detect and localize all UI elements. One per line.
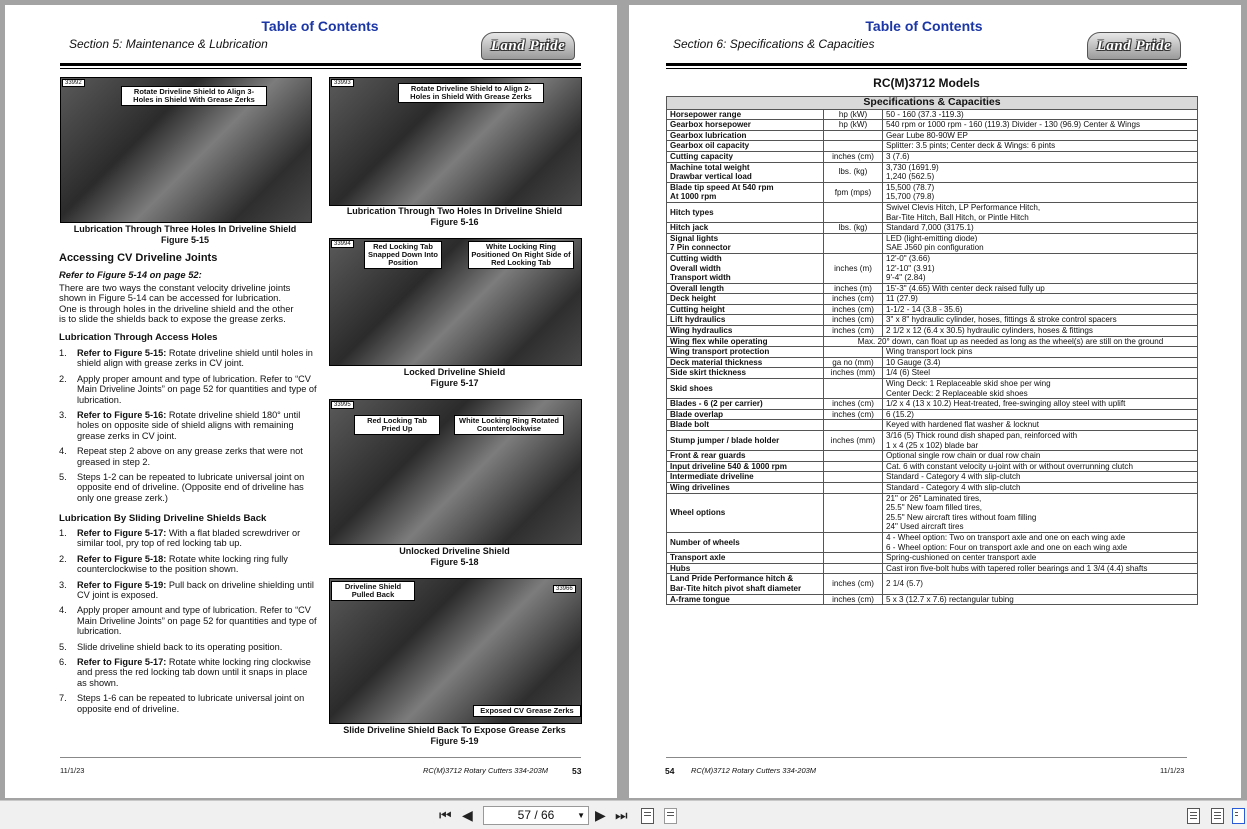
steps-sliding-shields [59, 528, 317, 719]
spec-value: 15,500 (78.7) 15,700 (79.8) [883, 182, 1198, 202]
spec-row [667, 493, 1198, 532]
spec-label: Cutting capacity [667, 151, 824, 162]
prev-page-button[interactable]: ◀ [462, 807, 473, 823]
spec-row [667, 357, 1198, 368]
footer-date: 11/1/23 [1160, 766, 1185, 775]
spec-label: Stump jumper / blade holder [667, 431, 824, 451]
steps-access-holes [59, 348, 317, 508]
step-number: 5. [59, 641, 67, 652]
spec-row [667, 451, 1198, 462]
fit-width-icon[interactable] [664, 808, 677, 824]
spec-row [667, 563, 1198, 574]
spec-table [666, 96, 1198, 605]
figure-5-18-caption: Unlocked Driveline Shield Figure 5-18 [399, 546, 510, 567]
spec-value: 540 rpm or 1000 rpm - 160 (119.3) Divider - 130 (96.9) Center & Wings [883, 120, 1198, 131]
spec-row [667, 162, 1198, 182]
callout: Exposed CV Grease Zerks [473, 705, 581, 717]
header-rule [666, 63, 1187, 66]
step-item [59, 374, 317, 405]
figure-5-17-photo [329, 238, 582, 366]
spec-unit [824, 482, 883, 493]
spec-row [667, 253, 1198, 283]
spec-value: 21" or 26" Laminated tires, 25.5" New foam filled tires, 25.5" New aircraft tires without foam filling 24" Used aircraft tires [883, 493, 1198, 532]
section-title: Section 5: Maintenance & Lubrication [69, 37, 268, 51]
spec-value: Cast iron five-bolt hubs with tapered roller bearings and 1 3/4 (4.4) shafts [883, 563, 1198, 574]
spec-unit [824, 420, 883, 431]
toc-title: Table of Contents [865, 18, 983, 34]
spec-label: Gearbox oil capacity [667, 141, 824, 152]
intro-paragraph: There are two ways the constant velocity driveline joints shown in Figure 5-14 can be accessed for lubrication. One is through holes in the driveline shield and the other is to slide the shields back to expose the grease zerks. [59, 282, 294, 324]
step-text: Pull back on driveline shielding until CV joint is exposed. [77, 579, 314, 601]
figure-5-15-photo [60, 77, 312, 223]
land-pride-logo [481, 32, 575, 60]
spec-value: Swivel Clevis Hitch, LP Performance Hitch, Bar-Tite Hitch, Ball Hitch, or Pintle Hitch [883, 202, 1198, 222]
spec-row [667, 472, 1198, 483]
step-number: 1. [59, 348, 67, 358]
logo-text: Land Pride [1096, 38, 1172, 54]
spec-value: 3" x 8" hydraulic cylinder, hoses, fittings & stroke control spacers [883, 315, 1198, 326]
spec-label: A-frame tongue [667, 594, 824, 605]
footer-doc: RC(M)3712 Rotary Cutters 334-203M [691, 766, 817, 775]
spec-label: Signal lights 7 Pin connector [667, 233, 824, 253]
subheading-access-holes: Lubrication Through Access Holes [59, 332, 218, 343]
step-text: Slide driveline shield back to its operating position. [77, 641, 283, 652]
footer-doc: RC(M)3712 Rotary Cutters 334-203M [423, 766, 549, 775]
spec-value: Gear Lube 80-90W EP [883, 130, 1198, 141]
spec-value: Standard 7,000 (3175.1) [883, 223, 1198, 234]
spec-unit: inches (m) [824, 253, 883, 283]
step-reference: Refer to Figure 5-19: [77, 579, 167, 590]
right-page [629, 5, 1241, 798]
step-number: 5. [59, 472, 67, 483]
spec-value: 15'-3" (4.65) With center deck raised fully up [883, 283, 1198, 294]
step-item [59, 446, 317, 467]
figure-number: 33995 [331, 401, 354, 409]
figure-5-19-photo [329, 578, 582, 724]
spec-unit: inches (cm) [824, 294, 883, 305]
callout: Rotate Driveline Shield to Align 3-Holes in Shield With Grease Zerks [121, 86, 267, 106]
spec-unit: fpm (mps) [824, 182, 883, 202]
spec-label: Blade tip speed At 540 rpm At 1000 rpm [667, 182, 824, 202]
spec-value: 3,730 (1691.9) 1,240 (562.5) [883, 162, 1198, 182]
spec-row [667, 347, 1198, 358]
spec-unit [824, 141, 883, 152]
step-item [59, 605, 317, 636]
figure-5-19-caption: Slide Driveline Shield Back To Expose Grease Zerks Figure 5-19 [343, 725, 566, 746]
spec-value: Spring-cushioned on center transport axle [883, 553, 1198, 564]
footer-page-number: 54 [665, 766, 675, 776]
spec-row [667, 399, 1198, 410]
spec-unit: ga no (mm) [824, 357, 883, 368]
logo-text: Land Pride [490, 38, 566, 54]
spec-value: 3/16 (5) Thick round dish shaped pan, reinforced with 1 x 4 (25 x 102) blade bar [883, 431, 1198, 451]
refer-note: Refer to Figure 5-14 on page 52: [59, 269, 202, 280]
spec-label: Blades - 6 (2 per carrier) [667, 399, 824, 410]
spec-label: Front & rear guards [667, 451, 824, 462]
figure-5-16-photo [329, 77, 582, 206]
spec-row [667, 182, 1198, 202]
step-text: Steps 1-2 can be repeated to lubricate universal joint on opposite end of driveline. (Opposite end of driveline has only one grease zerk.) [77, 472, 305, 503]
spec-label: Side skirt thickness [667, 368, 824, 379]
fit-page-icon[interactable] [641, 808, 654, 824]
callout: Red Locking Tab Pried Up [354, 415, 440, 435]
viewer-toolbar [0, 800, 1247, 829]
spec-unit: inches (cm) [824, 594, 883, 605]
step-reference: Refer to Figure 5-15: [77, 348, 167, 358]
step-reference: Refer to Figure 5-17: [77, 657, 167, 668]
spec-row [667, 532, 1198, 552]
figure-5-17-caption: Locked Driveline Shield Figure 5-17 [403, 367, 506, 388]
spec-row [667, 594, 1198, 605]
spec-value: Standard - Category 4 with slip-clutch [883, 472, 1198, 483]
step-item [59, 348, 317, 369]
spec-row [667, 461, 1198, 472]
spec-unit [824, 461, 883, 472]
spec-unit [824, 379, 883, 399]
spec-value: 11 (27.9) [883, 294, 1198, 305]
next-page-button[interactable]: ▶ [595, 807, 606, 823]
callout: White Locking Ring Rotated Counterclockwise [454, 415, 564, 435]
spec-value: 12'-0" (3.66) 12'-10" (3.91) 9'-4" (2.84) [883, 253, 1198, 283]
spec-value: LED (light-emitting diode) SAE J560 pin configuration [883, 233, 1198, 253]
spec-value: 4 - Wheel option: Two on transport axle and one on each wing axle 6 - Wheel option: Four on transport axle and one on each wing axle [883, 532, 1198, 552]
callout: Driveline Shield Pulled Back [331, 581, 415, 601]
spec-value: Wing transport lock pins [883, 347, 1198, 358]
step-text: Rotate white locking ring clockwise and press the red locking tab down until it snaps in place as shown. [77, 657, 311, 688]
spec-value: 2 1/2 x 12 (6.4 x 30.5) hydraulic cylinders, hoses & fittings [883, 326, 1198, 337]
two-page-view-icon[interactable] [1232, 808, 1245, 824]
spec-label: Wing hydraulics [667, 326, 824, 337]
step-number: 3. [59, 410, 67, 421]
spec-row [667, 223, 1198, 234]
spec-unit [824, 202, 883, 222]
step-number: 2. [59, 553, 67, 564]
step-number: 3. [59, 579, 67, 590]
spec-unit: inches (mm) [824, 431, 883, 451]
spec-unit: inches (cm) [824, 151, 883, 162]
header-rule-thin [60, 68, 581, 69]
spec-label: Hitch types [667, 202, 824, 222]
step-item [59, 410, 317, 441]
page-selector[interactable] [483, 806, 589, 825]
step-item [59, 693, 317, 714]
spec-label: Horsepower range [667, 109, 824, 120]
figure-5-15-caption: Lubrication Through Three Holes In Driveline Shield Figure 5-15 [73, 224, 297, 245]
spec-value: 3 (7.6) [883, 151, 1198, 162]
spec-label: Machine total weight Drawbar vertical load [667, 162, 824, 182]
spec-label: Gearbox horsepower [667, 120, 824, 131]
step-item [59, 472, 317, 503]
spec-unit [824, 493, 883, 532]
spec-label: Wing drivelines [667, 482, 824, 493]
spec-label: Overall length [667, 283, 824, 294]
spec-label: Lift hydraulics [667, 315, 824, 326]
page-indicator: 57 / 66 [517, 808, 555, 822]
spec-label: Hubs [667, 563, 824, 574]
spec-label: Blade overlap [667, 409, 824, 420]
single-page-view-icon[interactable] [1187, 808, 1200, 824]
spec-label: Wheel options [667, 493, 824, 532]
spec-label: Skid shoes [667, 379, 824, 399]
spec-value: 6 (15.2) [883, 409, 1198, 420]
spec-row [667, 120, 1198, 131]
chevron-down-icon: ▼ [577, 811, 585, 820]
step-text: With a flat bladed screwdriver or similar tool, pry top of red locking tab up. [77, 528, 301, 549]
spec-value: Cat. 6 with constant velocity u-joint with or without overrunning clutch [883, 461, 1198, 472]
spec-value: 1-1/2 - 14 (3.8 - 35.6) [883, 304, 1198, 315]
spec-unit [824, 532, 883, 552]
spec-row [667, 409, 1198, 420]
spec-row [667, 130, 1198, 141]
step-item [59, 642, 317, 652]
spec-label: Land Pride Performance hitch & Bar-Tite hitch pivot shaft diameter [667, 574, 824, 594]
step-text: Rotate driveline shield until holes in shield align with grease zerks in CV joint. [77, 348, 313, 369]
spec-row [667, 315, 1198, 326]
spec-unit: hp (kW) [824, 120, 883, 131]
continuous-view-icon[interactable] [1211, 808, 1224, 824]
spec-row [667, 304, 1198, 315]
figure-number: 33966 [553, 585, 576, 593]
spec-row [667, 151, 1198, 162]
spec-label: Wing transport protection [667, 347, 824, 358]
step-text: Steps 1-6 can be repeated to lubricate universal joint on opposite end of driveline. [77, 693, 305, 714]
spec-row [667, 553, 1198, 564]
spec-unit: inches (m) [824, 283, 883, 294]
step-text: Repeat step 2 above on any grease zerks that were not greased in step 2. [77, 446, 303, 467]
spec-unit: inches (cm) [824, 315, 883, 326]
spec-row [667, 368, 1198, 379]
spec-unit: hp (kW) [824, 109, 883, 120]
step-number: 6. [59, 657, 67, 668]
spec-label: Input driveline 540 & 1000 rpm [667, 461, 824, 472]
footer-date: 11/1/23 [60, 766, 85, 775]
spec-label: Deck height [667, 294, 824, 305]
step-number: 4. [59, 605, 67, 616]
figure-5-18-photo [329, 399, 582, 545]
spec-unit: inches (cm) [824, 399, 883, 410]
spec-unit [824, 347, 883, 358]
spec-value: 2 1/4 (5.7) [883, 574, 1198, 594]
spec-unit: inches (cm) [824, 304, 883, 315]
step-number: 2. [59, 373, 67, 384]
spec-value: Keyed with hardened flat washer & locknut [883, 420, 1198, 431]
step-number: 1. [59, 528, 67, 538]
spec-value: Max. 20° down, can float up as needed as long as the wheel(s) are still on the ground [824, 336, 1198, 347]
spec-label: Transport axle [667, 553, 824, 564]
spec-value: 50 - 160 (37.3 -119.3) [883, 109, 1198, 120]
spec-row [667, 482, 1198, 493]
figure-5-16-caption: Lubrication Through Two Holes In Driveline Shield Figure 5-16 [346, 206, 563, 227]
step-reference: Refer to Figure 5-16: [77, 410, 167, 421]
spec-row [667, 141, 1198, 152]
footer-rule [60, 757, 581, 758]
spec-row [667, 420, 1198, 431]
spec-value: Splitter: 3.5 pints; Center deck & Wings: 6 pints [883, 141, 1198, 152]
spec-value: 5 x 3 (12.7 x 7.6) rectangular tubing [883, 594, 1198, 605]
last-page-button[interactable]: ⏭ [615, 807, 628, 823]
spec-row [667, 431, 1198, 451]
step-text: Apply proper amount and type of lubrication. Refer to “CV Main Driveline Joints” on page 52 for quantities and type of lubrication. [77, 373, 317, 405]
step-item [59, 580, 317, 601]
spec-value: Optional single row chain or dual row chain [883, 451, 1198, 462]
spec-row [667, 109, 1198, 120]
left-page [5, 5, 617, 798]
callout: White Locking Ring Positioned On Right Side of Red Locking Tab [468, 241, 574, 269]
spec-row [667, 233, 1198, 253]
spec-value: Standard - Category 4 with slip-clutch [883, 482, 1198, 493]
step-item [59, 528, 317, 549]
spec-label: Blade bolt [667, 420, 824, 431]
spec-unit: lbs. (kg) [824, 223, 883, 234]
footer-rule [666, 757, 1187, 758]
callout: Rotate Driveline Shield to Align 2-Holes in Shield With Grease Zerks [398, 83, 544, 103]
section-title: Section 6: Specifications & Capacities [673, 37, 875, 51]
spec-value: 1/2 x 4 (13 x 10.2) Heat-treated, free-swinging alloy steel with uplift [883, 399, 1198, 410]
step-text: Rotate white locking ring fully counterclockwise to the position shown. [77, 553, 288, 575]
step-text: Rotate driveline shield 180° until holes on opposite side of shield aligns with remaining grease zerks in CV joint. [77, 410, 301, 441]
land-pride-logo [1087, 32, 1181, 60]
spec-label: Deck material thickness [667, 357, 824, 368]
spec-unit [824, 233, 883, 253]
spec-unit [824, 130, 883, 141]
step-number: 7. [59, 693, 67, 704]
figure-number: 33992 [62, 79, 85, 87]
spec-row [667, 379, 1198, 399]
spec-value: Wing Deck: 1 Replaceable skid shoe per wing Center Deck: 2 Replaceable skid shoes [883, 379, 1198, 399]
step-number: 4. [59, 446, 67, 457]
spec-unit: inches (mm) [824, 368, 883, 379]
subheading-sliding-shields: Lubrication By Sliding Driveline Shields Back [59, 513, 267, 524]
figure-number: 33994 [331, 240, 354, 248]
spec-unit [824, 472, 883, 483]
spec-label: Gearbox lubrication [667, 130, 824, 141]
spec-label: Cutting width Overall width Transport width [667, 253, 824, 283]
header-rule-thin [666, 68, 1187, 69]
spec-label: Number of wheels [667, 532, 824, 552]
heading-accessing-cv: Accessing CV Driveline Joints [59, 252, 218, 264]
callout: Red Locking Tab Snapped Down Into Position [364, 241, 442, 269]
step-reference: Refer to Figure 5-18: [77, 553, 167, 564]
spec-unit [824, 451, 883, 462]
spec-unit: lbs. (kg) [824, 162, 883, 182]
model-title: RC(M)3712 Models [873, 76, 980, 90]
spec-value: 1/4 (6) Steel [883, 368, 1198, 379]
step-item [59, 554, 317, 575]
spec-row [667, 336, 1198, 347]
spec-unit: inches (cm) [824, 326, 883, 337]
header-rule [60, 63, 581, 66]
spec-unit: inches (cm) [824, 409, 883, 420]
spec-label: Intermediate driveline [667, 472, 824, 483]
spec-label: Wing flex while operating [667, 336, 824, 347]
spec-unit: inches (cm) [824, 574, 883, 594]
spec-label: Cutting height [667, 304, 824, 315]
spec-row [667, 283, 1198, 294]
spec-value: 10 Gauge (3.4) [883, 357, 1198, 368]
spec-unit [824, 553, 883, 564]
toc-title: Table of Contents [261, 18, 379, 34]
spec-table-title: Specifications & Capacities [667, 97, 1198, 110]
step-item [59, 657, 317, 688]
spec-row [667, 574, 1198, 594]
figure-number: 33993 [331, 79, 354, 87]
spec-unit [824, 563, 883, 574]
spec-row [667, 326, 1198, 337]
step-text: Apply proper amount and type of lubrication. Refer to “CV Main Driveline Joints” on page 52 for quantities and type of lubrication. [77, 605, 317, 637]
first-page-button[interactable]: ⏮ [439, 807, 452, 823]
spec-row [667, 202, 1198, 222]
spec-row [667, 294, 1198, 305]
spec-label: Hitch jack [667, 223, 824, 234]
step-reference: Refer to Figure 5-17: [77, 528, 167, 538]
footer-page-number: 53 [572, 766, 582, 776]
